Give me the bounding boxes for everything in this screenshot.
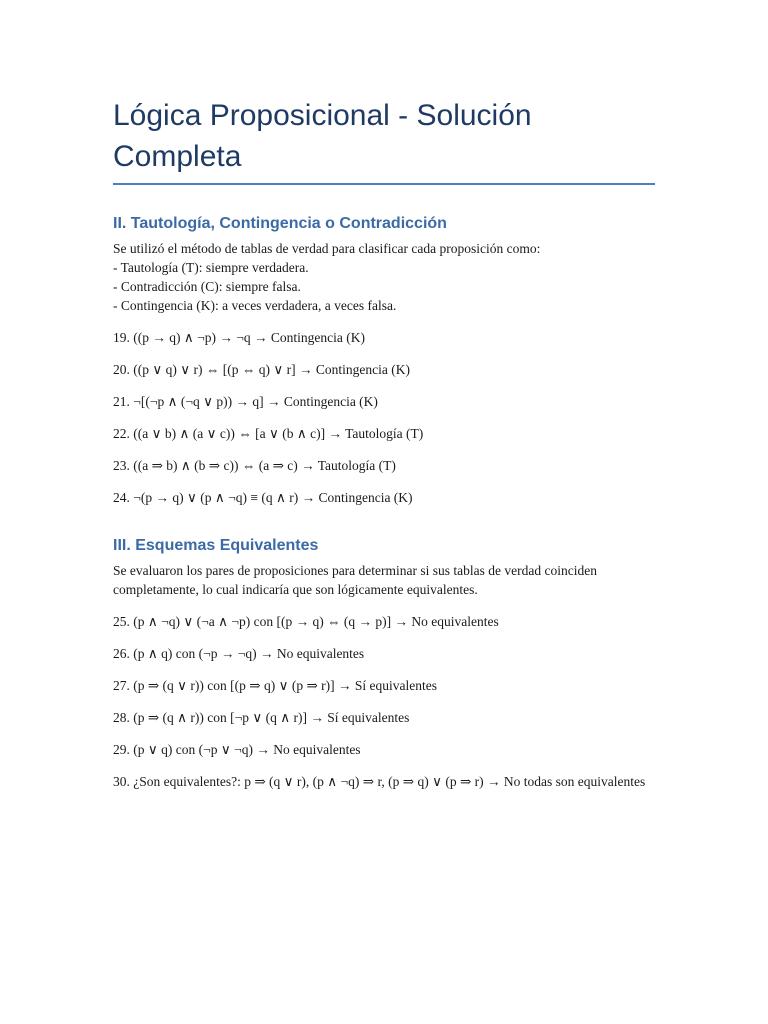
section-heading-esquemas: III. Esquemas Equivalentes [113,537,319,554]
list-item: 27. (p ⇒ (q ∨ r)) con [(p ⇒ q) ∨ (p ⇒ r)] → Sí equivalentes [113,678,437,693]
list-item: 28. (p ⇒ (q ∧ r)) con [¬p ∨ (q ∧ r)] → Sí equivalentes [113,710,410,725]
intro-line: - Contingencia (K): a veces verdadera, a veces falsa. [113,298,397,313]
section-heading-tautologia: II. Tautología, Contingencia o Contradicción [113,215,447,232]
list-item: 20. ((p ∨ q) ∨ r) ⇔ [(p ⇔ q) ∨ r] → Contingencia (K) [113,362,410,377]
list-item: 25. (p ∧ ¬q) ∨ (¬a ∧ ¬p) con [(p → q) ⇔ (q → p)] → No equivalentes [113,614,499,629]
intro-line: - Contradicción (C): siempre falsa. [113,279,301,294]
section3-intro: Se evaluaron los pares de proposiciones para determinar si sus tablas de verdad coinciden completamente, lo cual indicaría que son lógicamente equivalentes. [113,563,597,597]
list-item: 24. ¬(p → q) ∨ (p ∧ ¬q) ≡ (q ∧ r) → Contingencia (K) [113,490,413,505]
list-item: 23. ((a ⇒ b) ∧ (b ⇒ c)) ⇔ (a ⇒ c) → Tautología (T) [113,458,396,473]
intro-line: - Tautología (T): siempre verdadera. [113,260,309,275]
list-item: 22. ((a ∨ b) ∧ (a ∨ c)) ⇔ [a ∨ (b ∧ c)] → Tautología (T) [113,426,424,441]
list-item: 26. (p ∧ q) con (¬p → ¬q) → No equivalentes [113,646,365,661]
list-item: 29. (p ∨ q) con (¬p ∨ ¬q) → No equivalentes [113,742,361,757]
section2-intro [113,239,655,315]
list-item: 19. ((p → q) ∧ ¬p) → ¬q → Contingencia (K) [113,330,365,345]
page-title: Lógica Proposicional - Solución Completa [113,0,655,185]
document-page [113,0,655,791]
list-item: 30. ¿Son equivalentes?: p ⇒ (q ∨ r), (p ∧ ¬q) ⇒ r, (p ⇒ q) ∨ (p ⇒ r) → No todas son equivalentes [113,774,646,789]
list-item: 21. ¬[(¬p ∧ (¬q ∨ p)) → q] → Contingencia (K) [113,394,378,409]
intro-line: Se utilizó el método de tablas de verdad para clasificar cada proposición como: [113,241,541,256]
